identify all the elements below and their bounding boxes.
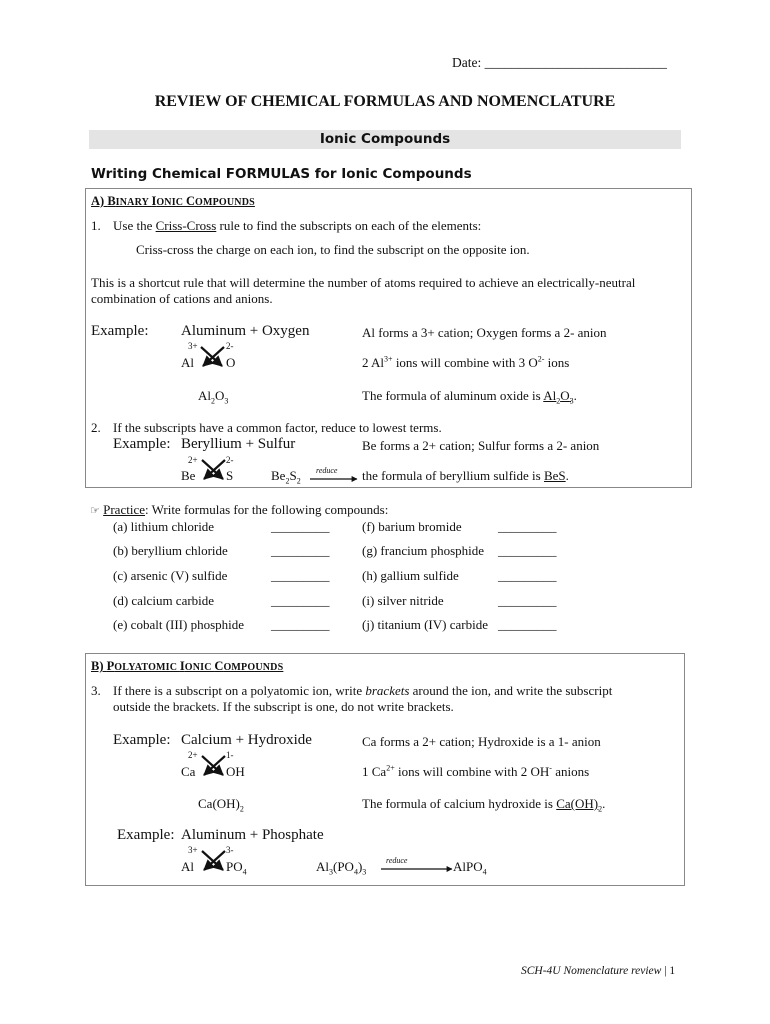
charge-oh: 1-	[226, 750, 234, 760]
example-1-note-2: 2 $Al^{3+}$ ions will combine with 3 $O^{2-}$ ions	[362, 354, 570, 370]
example-4-label: Example:	[117, 827, 175, 843]
result-al2o3: $Al_2O_3$	[198, 388, 229, 406]
reduced-alpo4: AlPO$_4$	[453, 859, 487, 877]
element-be: Be	[181, 468, 196, 483]
practice-answer-blank: _________	[271, 543, 330, 558]
unreduced-al3po43: $Al_3(PO_4)_3$	[316, 859, 367, 877]
practice-answer-blank: _________	[271, 568, 330, 583]
criss-cross-arrows-4	[199, 849, 229, 873]
element-po4: $PO_4$	[226, 859, 247, 877]
rule-3-line-2: outside the brackets. If the subscript is one, do not write brackets.	[113, 699, 454, 714]
practice-item-1: (b) beryllium chloride	[113, 543, 228, 558]
practice-answer-blank: _________	[498, 519, 557, 534]
practice-item-7: (h) gallium sulfide	[362, 568, 459, 583]
example-3-label: Example:	[113, 732, 171, 748]
practice-item-8: (i) silver nitride	[362, 593, 444, 608]
practice-instructions: ☞ Practice: Write formulas for the following compounds:	[90, 502, 389, 517]
unreduced-be2s2: $Be_2S_2$	[271, 468, 301, 486]
pointing-hand-icon: ☞	[90, 504, 100, 517]
rule-3-text: If there is a subscript on a polyatomic ion, write brackets around the ion, and write the subscript	[113, 683, 613, 698]
practice-answer-blank: _________	[498, 543, 557, 558]
page-title: REVIEW OF CHEMICAL FORMULAS AND NOMENCLATURE	[154, 93, 616, 110]
example-1-note-3: The formula of aluminum oxide is $Al_2O_3$.	[362, 388, 577, 406]
element-al-2: Al	[181, 859, 194, 874]
example-3-note-1: Ca forms a 2+ cation; Hydroxide is a 1- anion	[362, 734, 601, 749]
charge-al: 3+	[188, 341, 198, 351]
rule-3-number: 3.	[91, 683, 101, 698]
practice-item-0: (a) lithium chloride	[113, 519, 215, 534]
practice-answer-blank: _________	[498, 568, 557, 583]
example-1-label: Example:	[91, 323, 149, 339]
rule-1-text: Use the Criss-Cross rule to find the subscripts on each of the elements:	[113, 218, 482, 233]
example-2-note-2: the formula of beryllium sulfide is BeS.	[362, 468, 569, 483]
date-field: Date: ___________________________	[452, 55, 667, 70]
element-o: O	[226, 355, 236, 370]
element-al: Al	[181, 355, 194, 370]
example-3-note-3: The formula of calcium hydroxide is $Ca(OH)_2$.	[362, 796, 606, 814]
practice-answer-blank: _________	[271, 519, 330, 534]
shortcut-line-1: This is a shortcut rule that will determine the number of atoms required to achieve an electrically-neutral	[91, 275, 636, 290]
reduce-arrow-1	[309, 474, 359, 484]
reduce-label-2: reduce	[386, 856, 408, 865]
practice-item-4: (e) cobalt (III) phosphide	[113, 617, 245, 632]
practice-item-9: (j) titanium (IV) carbide	[362, 617, 488, 632]
practice-answer-blank: _________	[271, 617, 330, 632]
element-ca: Ca	[181, 764, 196, 779]
criss-cross-arrows-1	[198, 345, 228, 369]
rule-1-number: 1.	[91, 218, 101, 233]
example-2-label: Example:	[113, 436, 171, 452]
example-1-note-1: Al forms a 3+ cation; Oxygen forms a 2- anion	[362, 325, 607, 340]
practice-item-2: (c) arsenic (V) sulfide	[113, 568, 228, 583]
practice-answer-blank: _________	[498, 593, 557, 608]
example-4-name: Aluminum + Phosphate	[181, 827, 324, 843]
page-footer: SCH-4U Nomenclature review | 1	[521, 965, 676, 977]
practice-item-6: (g) francium phosphide	[362, 543, 485, 558]
practice-answer-blank: _________	[498, 617, 557, 632]
example-2-note-1: Be forms a 2+ cation; Sulfur forms a 2- anion	[362, 438, 600, 453]
element-oh: OH	[226, 764, 245, 779]
example-3-name: Calcium + Hydroxide	[181, 732, 312, 748]
rule-2-text: If the subscripts have a common factor, reduce to lowest terms.	[113, 420, 442, 435]
reduce-label-1: reduce	[316, 466, 338, 475]
example-1-name: Aluminum + Oxygen	[181, 323, 310, 339]
element-s: S	[226, 468, 234, 483]
example-3-note-2: 1 $Ca^{2+}$ ions will combine with 2 OH- anions	[362, 763, 590, 779]
practice-item-5: (f) barium bromide	[362, 519, 462, 534]
charge-ca: 2+	[188, 750, 198, 760]
charge-be: 2+	[188, 455, 198, 465]
practice-answer-blank: _________	[271, 593, 330, 608]
rule-2-number: 2.	[91, 420, 101, 435]
charge-s: 2-	[226, 455, 234, 465]
reduce-arrow-2	[380, 864, 454, 874]
practice-item-3: (d) calcium carbide	[113, 593, 215, 608]
charge-po4: 3-	[226, 845, 234, 855]
section-bar-label: Ionic Compounds	[319, 131, 451, 147]
example-2-name: Beryllium + Sulfur	[181, 436, 296, 452]
shortcut-line-2: combination of cations and anions.	[91, 291, 273, 306]
criss-cross-arrows-2	[199, 458, 229, 482]
charge-o: 2-	[226, 341, 234, 351]
result-caoh2: $Ca(OH)_2$	[198, 796, 244, 814]
rule-1-subtext: Criss-cross the charge on each ion, to find the subscript on the opposite ion.	[136, 242, 530, 257]
section-bar	[89, 130, 681, 149]
part-a-header: A) BINARY IONIC COMPOUNDS	[91, 194, 255, 208]
charge-al-2: 3+	[188, 845, 198, 855]
section-heading: Writing Chemical FORMULAS for Ionic Compounds	[91, 166, 472, 182]
criss-cross-arrows-3	[199, 754, 229, 778]
part-b-header: B) POLYATOMIC IONIC COMPOUNDS	[91, 659, 284, 673]
